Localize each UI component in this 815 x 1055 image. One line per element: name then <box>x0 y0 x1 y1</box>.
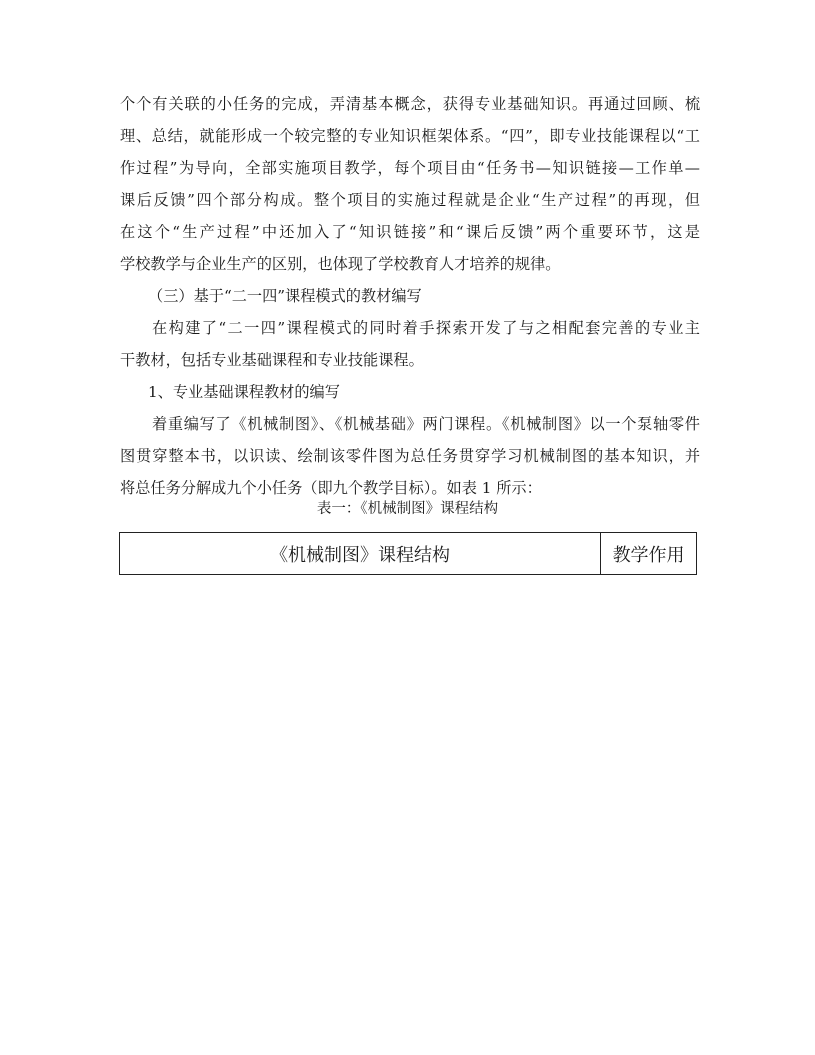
table-header-row <box>120 533 697 575</box>
table-header-structure: 《机械制图》课程结构 <box>120 533 601 575</box>
subsection-heading: 1、专业基础课程教材的编写 <box>148 383 340 401</box>
paragraph-line: 作过程”为导向，全部实施项目教学，每个项目由“任务书—知识链接—工作单— <box>120 159 700 177</box>
course-structure-table <box>119 532 697 575</box>
paragraph-line: 课后反馈”四个部分构成。整个项目的实施过程就是企业“生产过程”的再现，但 <box>120 191 700 209</box>
table-caption: 表一：《机械制图》课程结构 <box>316 501 499 517</box>
paragraph-line: 个个有关联的小任务的完成，弄清基本概念，获得专业基础知识。再通过回顾、梳 <box>120 95 700 113</box>
paragraph-line: 图贯穿整本书，以识读、绘制该零件图为总任务贯穿学习机械制图的基本知识，并 <box>120 447 700 465</box>
paragraph-line: 在这个“生产过程”中还加入了“知识链接”和“课后反馈”两个重要环节，这是 <box>120 223 700 241</box>
paragraph-line: 着重编写了《机械制图》、《机械基础》两门课程。《机械制图》以一个泵轴零件 <box>152 415 700 433</box>
paragraph-line: 学校教学与企业生产的区别，也体现了学校教育人才培养的规律。 <box>120 255 561 273</box>
paragraph-line: 在构建了“二一四”课程模式的同时着手探索开发了与之相配套完善的专业主 <box>152 319 700 337</box>
paragraph-line: 将总任务分解成九个小任务（即九个教学目标）。如表 1 所示： <box>120 479 542 497</box>
table-header-role: 教学作用 <box>601 533 697 575</box>
paragraph-line: 干教材，包括专业基础课程和专业技能课程。 <box>120 351 424 369</box>
paragraph-line: 理、总结，就能形成一个较完整的专业知识框架体系。“四”，即专业技能课程以“工 <box>120 127 700 145</box>
section-heading: （三）基于“二一四”课程模式的教材编写 <box>148 287 422 305</box>
